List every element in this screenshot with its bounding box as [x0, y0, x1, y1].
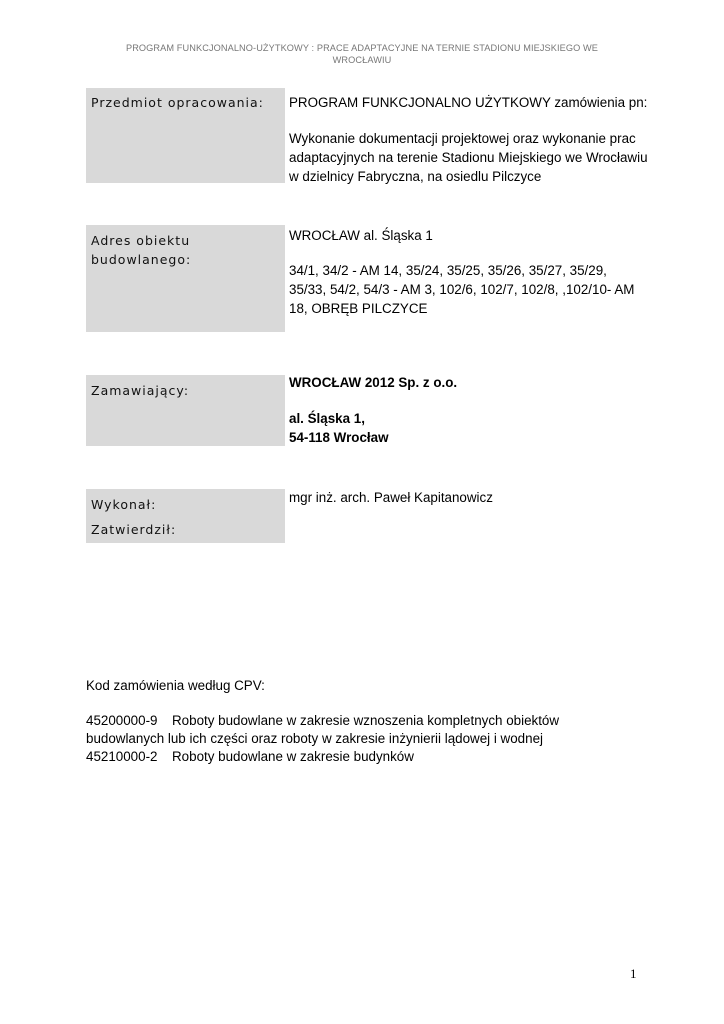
zamawiajacy-name: WROCŁAW 2012 Sp. z o.o. — [289, 375, 458, 390]
przedmiot-row — [86, 88, 666, 184]
cpv-entry-1 — [86, 711, 559, 731]
zamawiajacy-street: al. Śląska 1, — [289, 411, 365, 426]
przedmiot-line-4: w dzielnicy Fabryczna, na osiedlu Pilczyce — [289, 169, 542, 184]
adres-line-2: 34/1, 34/2 - AM 14, 35/24, 35/25, 35/26, 35/27, 35/29, — [289, 263, 607, 278]
cpv-code-1: 45200000-9 — [86, 713, 158, 728]
page-number: 1 — [630, 966, 637, 981]
wykonal-label-cell — [86, 489, 285, 543]
adres-label-2: budowlanego: — [91, 252, 192, 267]
adres-line-1: WROCŁAW al. Śląska 1 — [289, 228, 433, 243]
page-header — [0, 42, 724, 66]
cpv-desc-1: Roboty budowlane w zakresie wznoszenia kompletnych obiektów — [172, 713, 560, 728]
wykonal-label: Wykonał: — [91, 497, 157, 512]
cpv-entry-2 — [86, 747, 414, 767]
cpv-title: Kod zamówienia według CPV: — [86, 678, 265, 693]
cpv-code-2: 45210000-2 — [86, 749, 158, 764]
adres-line-3: 35/33, 54/2, 54/3 - AM 3, 102/6, 102/7, 102/8, ,102/10- AM — [289, 282, 635, 297]
przedmiot-line-3: adaptacyjnych na terenie Stadionu Miejskiego we Wrocławiu — [289, 150, 648, 165]
header-line-1: PROGRAM FUNKCJONALNO-UŻYTKOWY : PRACE ADAPTACYJNE NA TERNIE STADIONU MIEJSKIEGO WE — [125, 43, 599, 53]
wykonal-value: mgr inż. arch. Paweł Kapitanowicz — [289, 490, 493, 505]
adres-line-4: 18, OBRĘB PILCZYCE — [289, 301, 428, 316]
zamawiajacy-city: 54-118 Wrocław — [289, 430, 389, 445]
wykonal-row — [86, 489, 666, 543]
zatwierdzil-label: Zatwierdził: — [91, 522, 177, 537]
adres-label-cell — [86, 225, 285, 332]
zamawiajacy-row — [86, 375, 666, 447]
przedmiot-line-1: PROGRAM FUNKCJONALNO UŻYTKOWY zamówienia pn: — [289, 95, 648, 110]
header-line-2: WROCŁAWIU — [332, 55, 392, 65]
adres-row — [86, 225, 666, 333]
cpv-desc-2: Roboty budowlane w zakresie budynków — [172, 749, 414, 764]
adres-label-1: Adres obiektu — [91, 233, 191, 248]
zamawiajacy-label-cell — [86, 375, 285, 446]
zamawiajacy-label: Zamawiający: — [91, 383, 190, 398]
cpv-desc-1-cont: budowlanych lub ich części oraz roboty w zakresie inżynierii lądowej i wodnej — [86, 731, 543, 746]
przedmiot-line-2: Wykonanie dokumentacji projektowej oraz wykonanie prac — [289, 131, 636, 146]
przedmiot-label: Przedmiot opracowania: — [91, 95, 264, 110]
przedmiot-label-cell — [86, 88, 285, 183]
